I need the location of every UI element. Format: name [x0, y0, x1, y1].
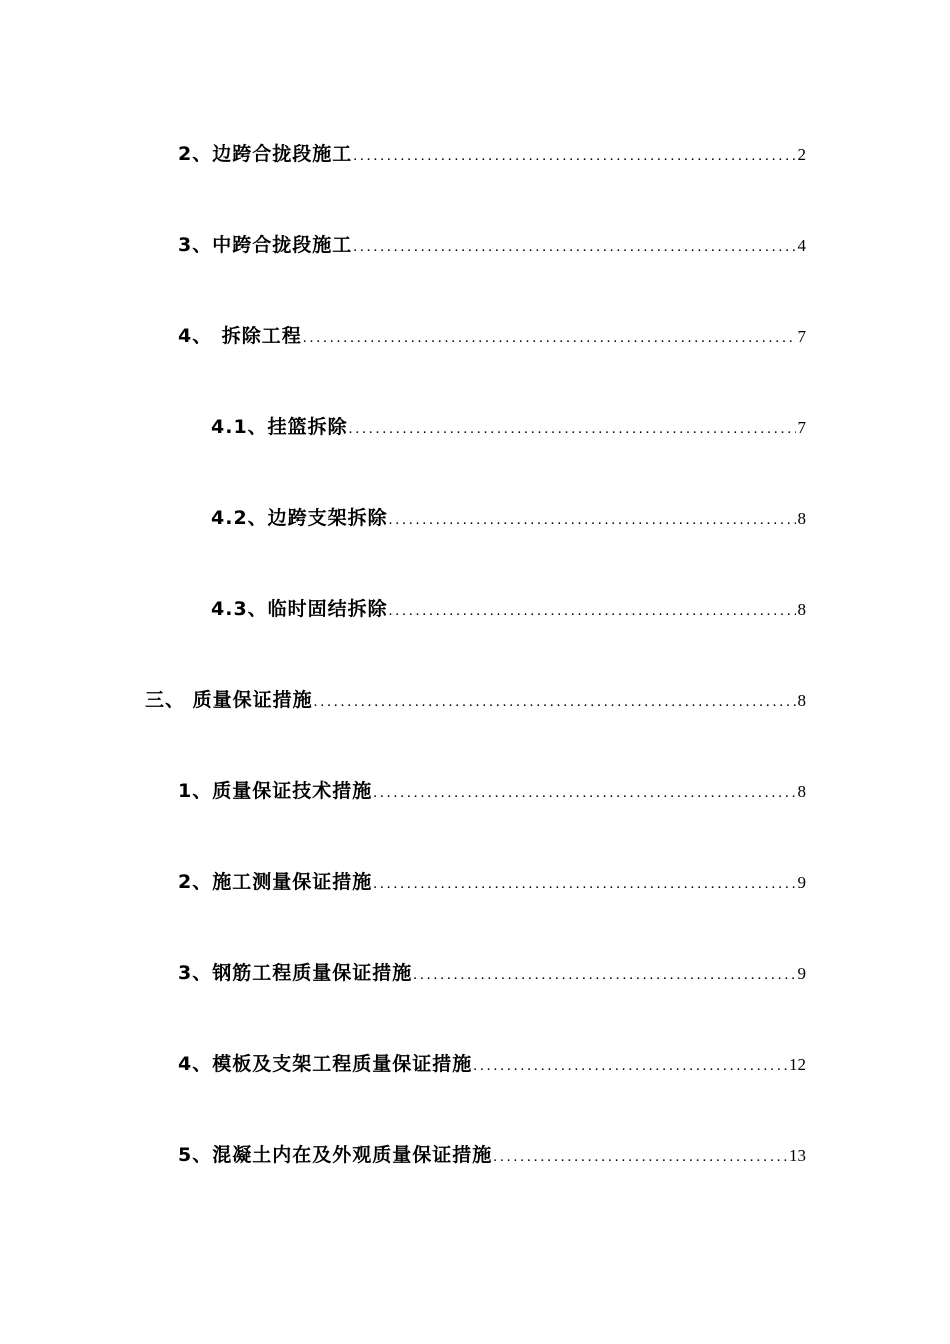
toc-entry[interactable] — [178, 1048, 806, 1076]
toc-entry[interactable] — [178, 957, 806, 985]
dot-leader — [413, 965, 795, 985]
dot-leader — [493, 1147, 787, 1167]
toc-entry-title: 3、中跨合拢段施工 — [178, 234, 353, 256]
toc-page-number: 2 — [797, 145, 806, 164]
dot-leader — [314, 692, 796, 712]
toc-entry[interactable] — [178, 775, 806, 803]
dot-leader — [373, 783, 795, 803]
toc-page-number: 9 — [797, 964, 806, 983]
toc-page-number: 8 — [797, 600, 806, 619]
toc-page-number: 8 — [797, 782, 806, 801]
toc-entry[interactable] — [178, 1139, 806, 1167]
toc-page-number: 8 — [797, 509, 806, 528]
dot-leader — [353, 146, 795, 166]
toc-entry-title: 质量保证措施 — [192, 689, 313, 711]
toc-entry[interactable] — [145, 684, 806, 712]
toc-entry-title: 5、混凝土内在及外观质量保证措施 — [178, 1144, 493, 1166]
toc-entry-title: 4.1、挂篮拆除 — [211, 416, 348, 438]
toc-entry[interactable] — [178, 138, 806, 166]
toc-entry-title: 4.2、边跨支架拆除 — [211, 507, 388, 529]
dot-leader — [389, 510, 796, 530]
dot-leader — [349, 419, 796, 439]
toc-page-number: 12 — [789, 1055, 806, 1074]
toc-page-number: 7 — [797, 418, 806, 437]
toc-entry[interactable] — [178, 229, 806, 257]
toc-page-number: 13 — [789, 1146, 806, 1165]
toc-entry-title: 3、钢筋工程质量保证措施 — [178, 962, 413, 984]
dot-leader — [353, 237, 795, 257]
toc-entry-title: 4、模板及支架工程质量保证措施 — [178, 1053, 473, 1075]
toc-entry-title: 2、施工测量保证措施 — [178, 871, 373, 893]
toc-entry-title: 2、边跨合拢段施工 — [178, 143, 353, 165]
dot-leader — [473, 1056, 787, 1076]
toc-page-number: 7 — [797, 327, 806, 346]
toc-entry-title: 1、质量保证技术措施 — [178, 780, 373, 802]
toc-entry-number: 三、 — [145, 689, 186, 711]
dot-leader — [373, 874, 795, 894]
toc-entry-title: 4.3、临时固结拆除 — [211, 598, 388, 620]
toc-entry[interactable] — [211, 502, 806, 530]
toc-entry-number: 4、 — [178, 325, 213, 347]
toc-page-number: 9 — [797, 873, 806, 892]
toc-entry[interactable] — [178, 866, 806, 894]
toc-entry-title: 拆除工程 — [221, 325, 302, 347]
dot-leader — [389, 601, 796, 621]
toc-page-number: 8 — [797, 691, 806, 710]
dot-leader — [303, 328, 796, 348]
toc-entry[interactable] — [178, 320, 806, 348]
toc-entry[interactable] — [211, 411, 806, 439]
toc-page-number: 4 — [797, 236, 806, 255]
toc-entry[interactable] — [211, 593, 806, 621]
